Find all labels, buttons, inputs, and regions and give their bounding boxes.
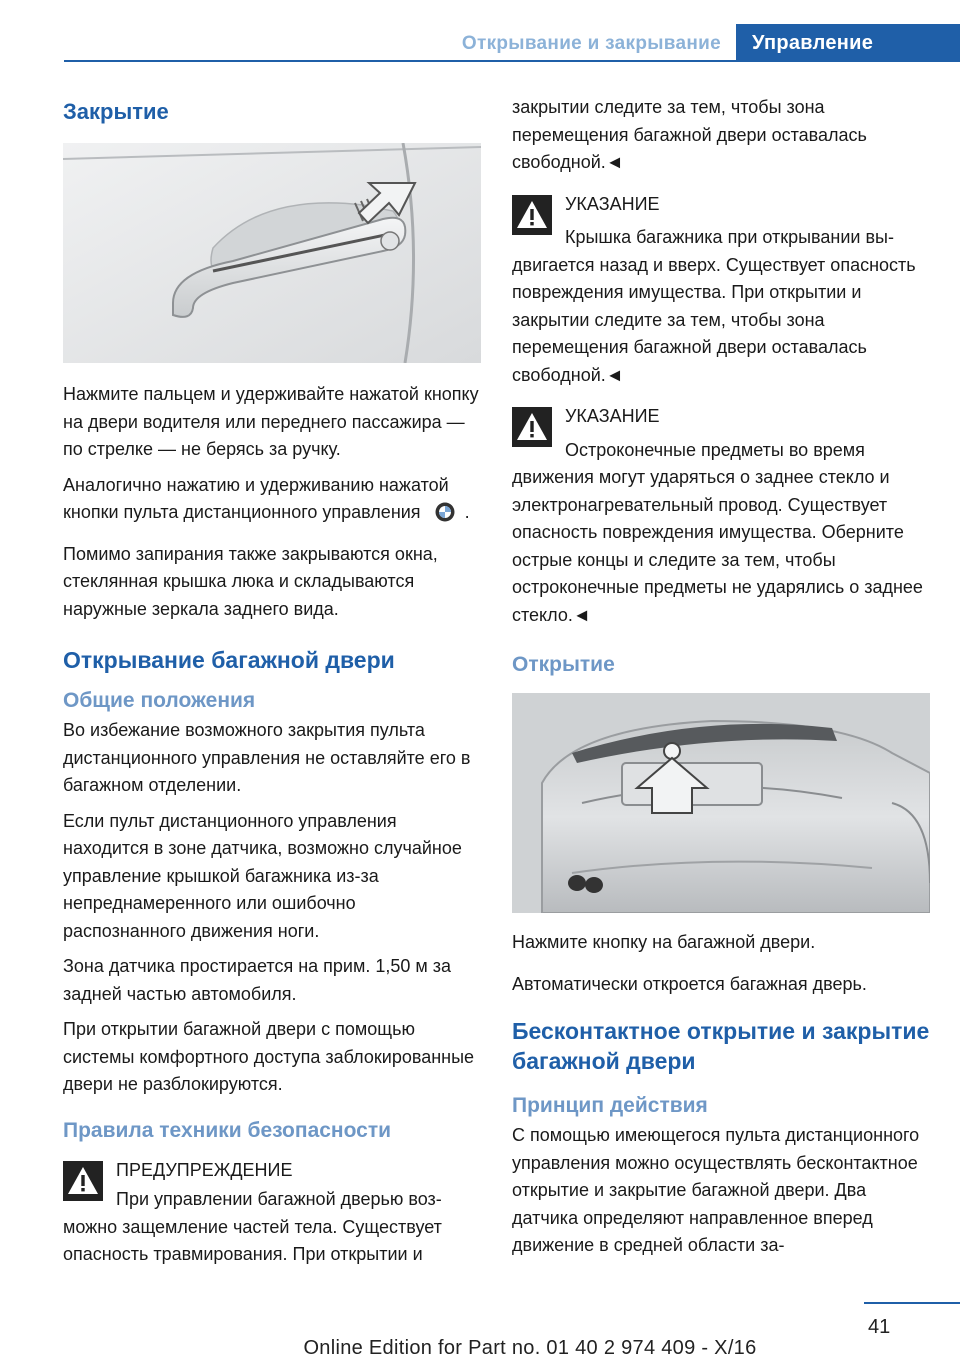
- closing-paragraph-2: [63, 472, 481, 527]
- closing-paragraph-1: Нажмите пальцем и удерживайте нажатой кнопку на двери водителя или переднего пассажира — по стрелке — не берясь за ручку.: [63, 384, 479, 459]
- edition-note: Online Edition for Part no. 01 40 2 974 409 - X/16: [303, 1337, 757, 1359]
- general-paragraph-2: Если пульт дистанционного управления находится в зоне датчика, возможно случайное управление крышкой багажника из-за непреднамеренного или ошибочно распознанного движения ноги.: [63, 810, 462, 941]
- note-2-body: движения могут ударяться о заднее стекло и электронагревательный провод. Существует опасность повреждения имущества. Оберните острые концы и следите за тем, чтобы остроконечные предметы не ударялись о заднее стекло.◄: [512, 467, 923, 625]
- warning-triangle-icon: [512, 195, 552, 235]
- page-number: 41: [868, 1316, 891, 1338]
- note-block-2: [512, 403, 930, 629]
- trunk-drawing: [512, 693, 930, 913]
- door-handle-drawing: [63, 143, 481, 363]
- header-section-title: Открывание и закрывание: [461, 33, 721, 54]
- door-handle-illustration: [63, 143, 481, 363]
- note-1-first-line: Крышка багажника при открывании вы-: [565, 227, 894, 247]
- principle-paragraph: С помощью имеющегося пульта дистанционного управления можно осуществлять бесконтактное открытие и закрытие багажной двери. Два датчика определяют направленное вперед движение в средней области за-: [512, 1125, 920, 1255]
- opening-paragraph-1: Нажмите кнопку на багажной двери.: [512, 932, 816, 952]
- general-paragraph-1: Во избежание возможного закрытия пульта дистанционного управления не оставляйте его в багажном отделении.: [63, 720, 471, 795]
- note-1-body: двигается назад и вверх. Существует опасность повреждения имущества. При открытии и закрытии следите за тем, чтобы зона перемещения багажной двери оставалась свободной.◄: [512, 254, 916, 385]
- bmw-logo-icon: [435, 502, 455, 522]
- warning-triangle-icon: [63, 1161, 103, 1201]
- principle-heading: Принцип действия: [512, 1094, 708, 1117]
- right-column: [512, 98, 930, 1260]
- closing-heading: Закрытие: [63, 99, 169, 124]
- closing-paragraph-2-end: .: [464, 502, 470, 522]
- warning-triangle-icon: [512, 407, 552, 447]
- warning-body-first-line: При управлении багажной дверью воз-: [116, 1189, 442, 1209]
- trunk-illustration: [512, 693, 930, 913]
- footer-rule: [864, 1302, 960, 1304]
- opening-heading: Открытие: [512, 653, 615, 676]
- safety-heading: Правила техники безопасности: [63, 1118, 392, 1142]
- general-paragraph-4: При открытии багажной двери с помощью системы комфортного доступа заблокированные двери не разблокируются.: [63, 1019, 475, 1094]
- closing-paragraph-3: Помимо запирания также закрываются окна, стеклянная крышка люка и складываются наружные зеркала заднего вида.: [63, 543, 438, 619]
- header-rule: [64, 60, 960, 62]
- continued-text: закрытии следите за тем, чтобы зона перемещения багажной двери оставалась свободной.◄: [512, 97, 867, 172]
- trunk-opening-heading: Открывание багажной двери: [63, 647, 395, 673]
- general-heading: Общие положения: [63, 689, 256, 712]
- header-chapter-tab: Управление: [736, 24, 960, 62]
- note-2-first-line: Остроконечные предметы во время: [565, 439, 865, 460]
- warning-body: можно защемление частей тела. Существует опасность травмирования. При открытии и: [63, 1216, 442, 1264]
- warning-title: ПРЕДУПРЕЖДЕНИЕ: [116, 1159, 293, 1180]
- note-1-title: УКАЗАНИЕ: [565, 193, 660, 214]
- contactless-heading: Бесконтактное открытие и закрытие багажной двери: [512, 1018, 930, 1074]
- warning-block: [63, 1157, 481, 1269]
- note-block-1: [512, 191, 930, 390]
- closing-paragraph-2-text: Аналогично нажатию и удерживанию нажатой кнопки пульта дистанционного управления: [63, 474, 449, 522]
- opening-paragraph-2: Автоматически откроется багажная дверь.: [512, 973, 867, 994]
- general-paragraph-3: Зона датчика простирается на прим. 1,50 м за задней частью автомобиля.: [63, 956, 452, 1004]
- left-column: [63, 98, 481, 1269]
- note-2-title: УКАЗАНИЕ: [565, 406, 660, 426]
